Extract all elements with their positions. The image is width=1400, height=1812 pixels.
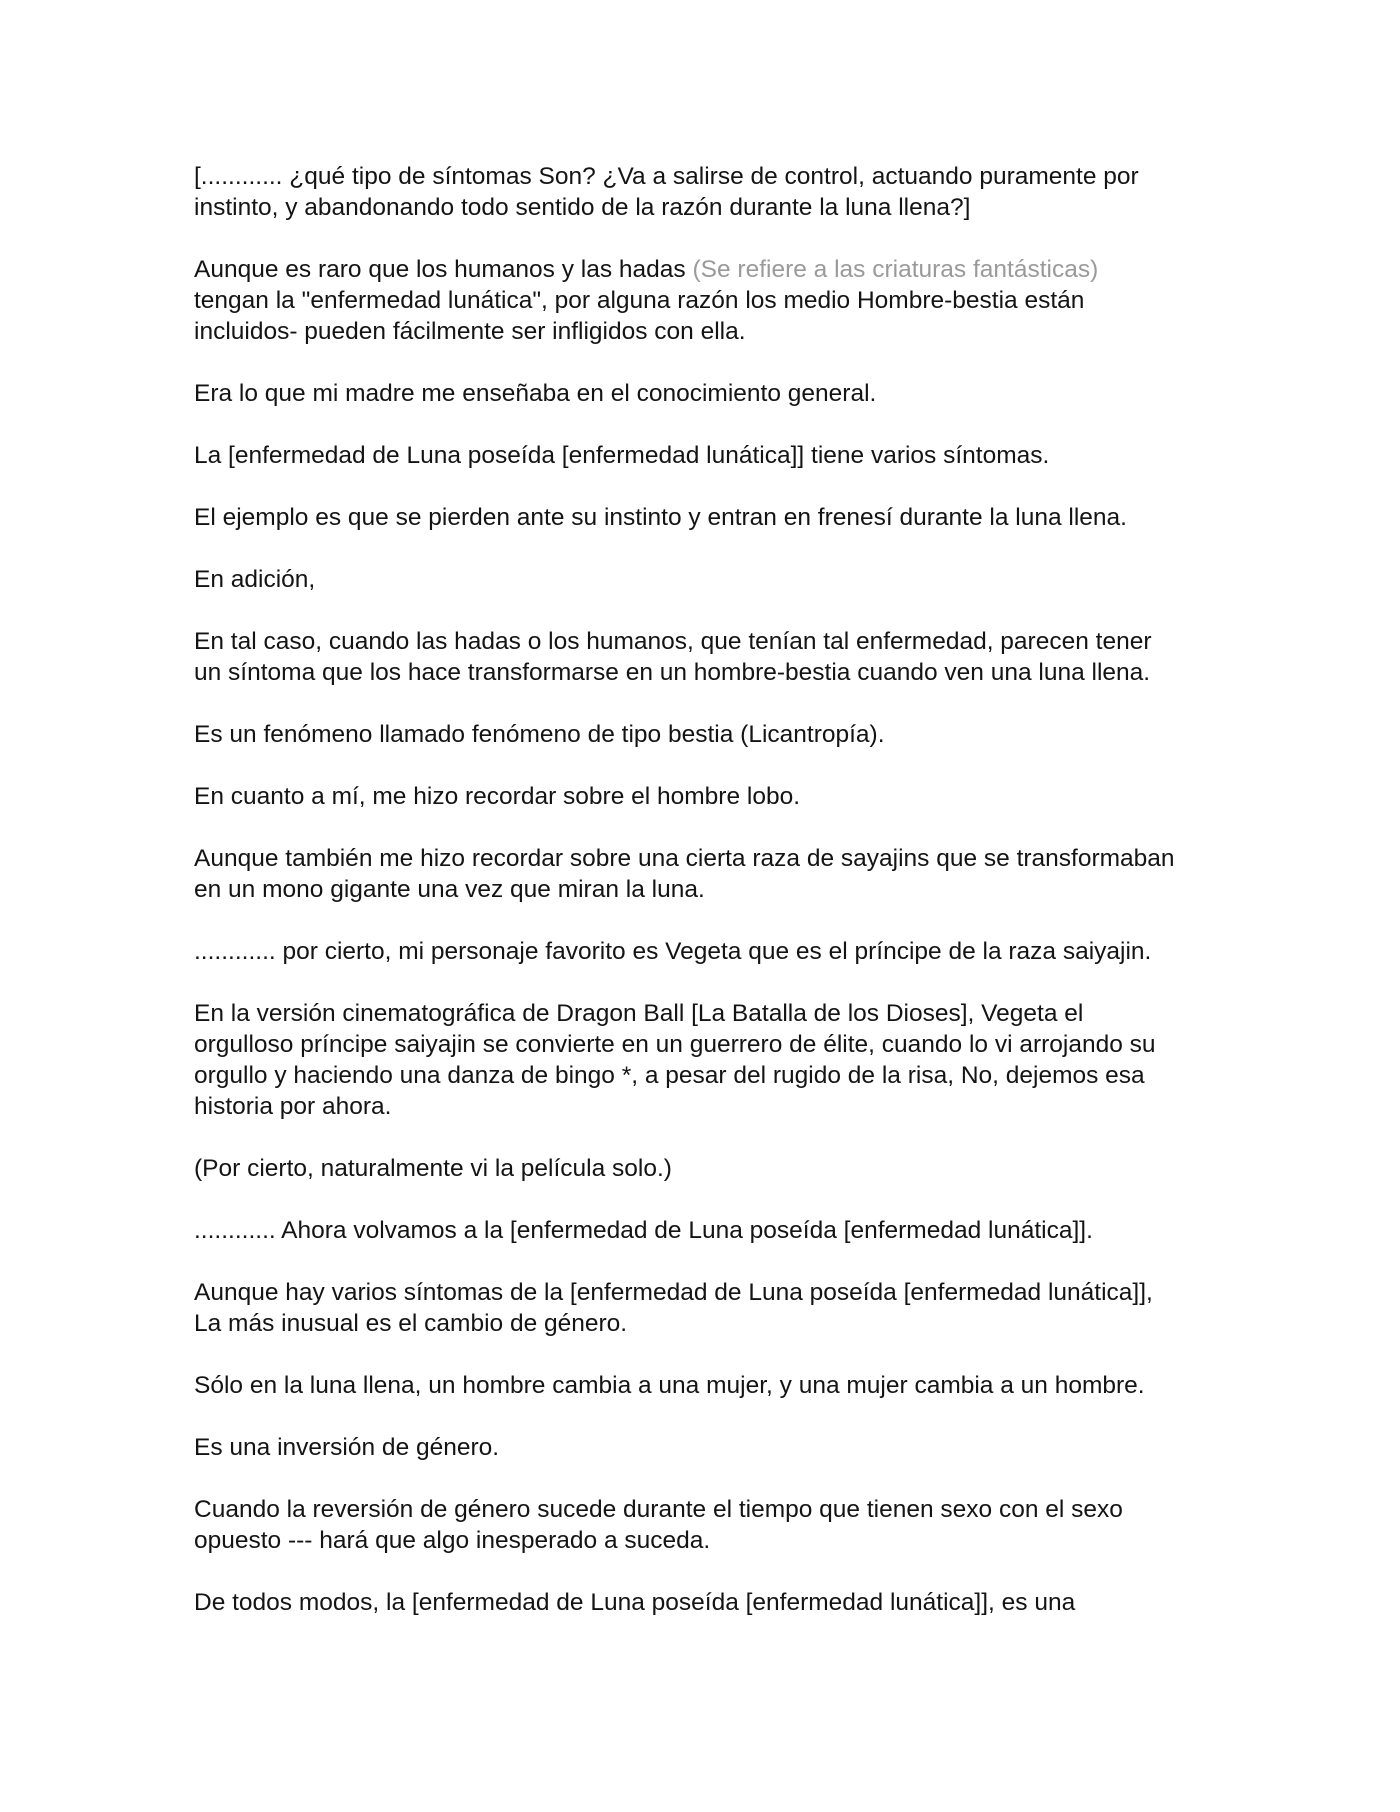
paragraph-line: Sólo en la luna llena, un hombre cambia a una mujer, y una mujer cambia a un hombre. — [194, 1372, 1145, 1399]
paragraph-3 — [194, 378, 1234, 409]
paragraph-line: De todos modos, la [enfermedad de Luna poseída [enfermedad lunática]], es una — [194, 1589, 1076, 1616]
paragraph-line: La [enfermedad de Luna poseída [enfermedad lunática]] tiene varios síntomas. — [194, 442, 1050, 469]
paragraph-1 — [194, 161, 1234, 223]
paragraph-line: En la versión cinematográfica de Dragon Ball [La Batalla de los Dioses], Vegeta el — [194, 1000, 1084, 1027]
paragraph-line: historia por ahora. — [194, 1093, 392, 1120]
paragraph-line: Aunque hay varios síntomas de la [enfermedad de Luna poseída [enfermedad lunática]], — [194, 1279, 1153, 1306]
paragraph-line: Aunque es raro que los humanos y las hadas — [194, 256, 693, 283]
paragraph-7 — [194, 626, 1234, 688]
paragraph-line: En adición, — [194, 566, 316, 593]
paragraph-8 — [194, 719, 1234, 750]
paragraph-line: En tal caso, cuando las hadas o los humanos, que tenían tal enfermedad, parecen tener — [194, 628, 1152, 655]
paragraph-line: Es un fenómeno llamado fenómeno de tipo bestia (Licantropía). — [194, 721, 885, 748]
paragraph-17 — [194, 1432, 1234, 1463]
paragraph-line: en un mono gigante una vez que miran la luna. — [194, 876, 705, 903]
paragraph-18 — [194, 1494, 1234, 1556]
paragraph-line: La más inusual es el cambio de género. — [194, 1310, 628, 1337]
paragraph-line: un síntoma que los hace transformarse en un hombre-bestia cuando ven una luna llena. — [194, 659, 1151, 686]
paragraph-11 — [194, 936, 1234, 967]
paragraph-line: El ejemplo es que se pierden ante su instinto y entran en frenesí durante la luna llena. — [194, 504, 1127, 531]
paragraph-line: Es una inversión de género. — [194, 1434, 500, 1461]
paragraph-line: opuesto --- hará que algo inesperado a suceda. — [194, 1527, 711, 1554]
paragraph-10 — [194, 843, 1234, 905]
paragraph-6 — [194, 564, 1234, 595]
paragraph-line: (Por cierto, naturalmente vi la película solo.) — [194, 1155, 672, 1182]
document-body — [194, 161, 1234, 1618]
paragraph-line: orgulloso príncipe saiyajin se convierte en un guerrero de élite, cuando lo vi arrojando su — [194, 1031, 1156, 1058]
paragraph-line: Era lo que mi madre me enseñaba en el conocimiento general. — [194, 380, 877, 407]
paragraph-13 — [194, 1153, 1234, 1184]
paragraph-9 — [194, 781, 1234, 812]
paragraph-line: ............ Ahora volvamos a la [enfermedad de Luna poseída [enfermedad lunática]]. — [194, 1217, 1093, 1244]
paragraph-5 — [194, 502, 1234, 533]
paragraph-12 — [194, 998, 1234, 1122]
paragraph-line: [............ ¿qué tipo de síntomas Son? ¿Va a salirse de control, actuando puramente por — [194, 163, 1139, 190]
paragraph-line: Aunque también me hizo recordar sobre una cierta raza de sayajins que se transformaban — [194, 845, 1175, 872]
paragraph-19 — [194, 1587, 1234, 1618]
paragraph-4 — [194, 440, 1234, 471]
paragraph-14 — [194, 1215, 1234, 1246]
paragraph-line: incluidos- pueden fácilmente ser infligidos con ella. — [194, 318, 746, 345]
paragraph-line: tengan la "enfermedad lunática", por alguna razón los medio Hombre-bestia están — [194, 287, 1085, 314]
paragraph-16 — [194, 1370, 1234, 1401]
paragraph-line: orgullo y haciendo una danza de bingo *, a pesar del rugido de la risa, No, dejemos esa — [194, 1062, 1145, 1089]
paragraph-line: instinto, y abandonando todo sentido de la razón durante la luna llena?] — [194, 194, 971, 221]
paragraph-line: Cuando la reversión de género sucede durante el tiempo que tienen sexo con el sexo — [194, 1496, 1123, 1523]
paragraph-15 — [194, 1277, 1234, 1339]
paragraph-2 — [194, 254, 1234, 347]
paragraph-line: ............ por cierto, mi personaje favorito es Vegeta que es el príncipe de la raza saiyajin. — [194, 938, 1152, 965]
paragraph-line: En cuanto a mí, me hizo recordar sobre el hombre lobo. — [194, 783, 801, 810]
translator-note: (Se refiere a las criaturas fantásticas) — [692, 256, 1099, 283]
